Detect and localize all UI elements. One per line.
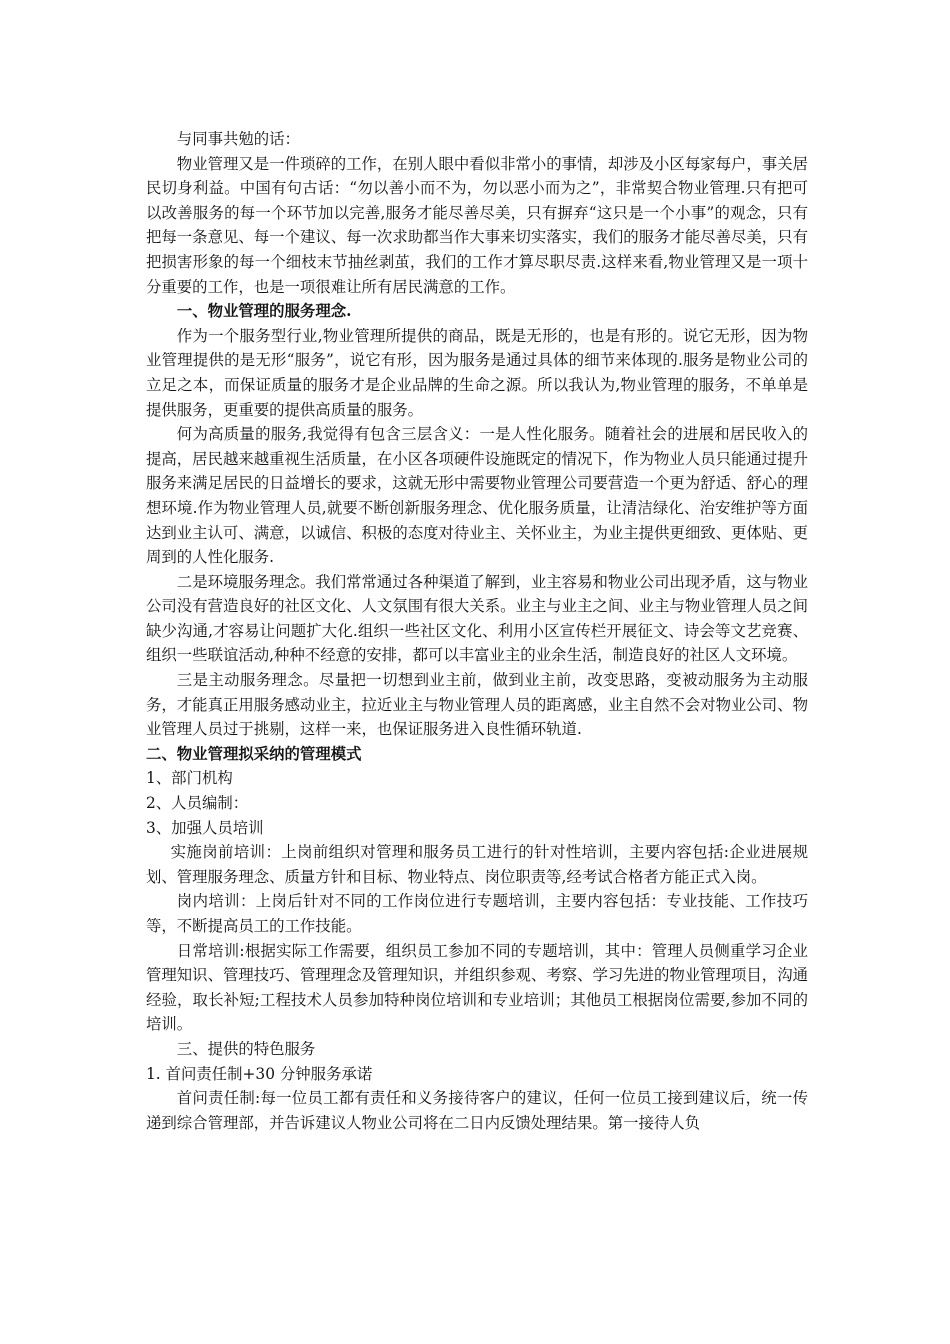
paragraph-7: 岗内培训：上岗后针对不同的工作岗位进行专题培训，主要内容包括：专业技能、工作技巧等，不断提高员工的工作技能。 bbox=[146, 892, 808, 935]
paragraph-1: 物业管理又是一件琐碎的工作，在别人眼中看似非常小的事情，却涉及小区每家每户，事关居民切身利益。中国有句古话：“勿以善小而不为，勿以恶小而为之”，非常契合物业管理.只有把可以改善服务的每一个环节加以完善,服务才能尽善尽美，只有摒弃“这只是一个小事”的观念，只有把每一条意见、每一个建议、每一次求助都当作大事来切实落实，我们的服务才能尽善尽美，只有把损害形象的每一个细枝末节抽丝剥茧，我们的工作才算尽职尽责.这样来看,物业管理又是一项十分重要的工作，也是一项很难让所有居民满意的工作。 bbox=[146, 154, 808, 296]
list-item-2: 2、人员编制： bbox=[146, 794, 249, 813]
section-heading-2: 二、物业管理拟采纳的管理模式 bbox=[146, 744, 362, 763]
paragraph-5: 三是主动服务理念。尽量把一切想到业主前，做到业主前，改变思路，变被动服务为主动服务，才能真正用服务感动业主，拉近业主与物业管理人员的距离感，业主自然不会对物业公司、物业管理人员过于挑剔，这样一来，也保证服务进入良性循环轨道. bbox=[146, 671, 808, 739]
paragraph-3: 何为高质量的服务,我觉得有包含三层含义：一是人性化服务。随着社会的进展和居民收入的提高，居民越来越重视生活质量，在小区各项硬件设施既定的情况下，作为物业人员只能通过提升服务来满足居民的日益增长的要求，这就无形中需要物业管理公司要营造一个更为舒适、舒心的理想环境.作为物业管理人员,就要不断创新服务理念、优化服务质量，让清洁绿化、治安维护等方面达到业主认可、满意，以诚信、积极的态度对待业主、关怀业主，为业主提供更细致、更体贴、更周到的人性化服务. bbox=[146, 425, 808, 567]
paragraph-4: 二是环境服务理念。我们常常通过各种渠道了解到，业主容易和物业公司出现矛盾，这与物业公司没有营造良好的社区文化、人文氛围有很大关系。业主与业主之间、业主与物业管理人员之间缺少沟通,才容易让问题扩大化.组织一些社区文化、利用小区宣传栏开展征文、诗会等文艺竞赛、组织一些联谊活动,种种不经意的安排，都可以丰富业主的业余生活，制造良好的社区人文环境。 bbox=[146, 572, 808, 665]
section-heading-1: 一、物业管理的服务理念. bbox=[176, 302, 352, 321]
paragraph-9: 首问责任制:每一位员工都有责任和义务接待客户的建议，任何一位员工接到建议后，统一传递到综合管理部，并告诉建议人物业公司将在二日内反馈处理结果。第一接待人负 bbox=[146, 1089, 808, 1132]
intro-line: 与同事共勉的话： bbox=[176, 130, 300, 148]
paragraph-6: 实施岗前培训：上岗前组织对管理和服务员工进行的针对性培训，主要内容包括:企业进展规划、管理服务理念、质量方针和目标、物业特点、岗位职责等,经考试合格者方能正式入岗。 bbox=[146, 843, 808, 886]
paragraph-8: 日常培训:根据实际工作需要，组织员工参加不同的专题培训，其中：管理人员侧重学习企业管理知识、管理技巧、管理理念及管理知识，并组织参观、考察、学习先进的物业管理项目，沟通经验，取长补短;工程技术人员参加特种岗位培训和专业培训；其他员工根据岗位需要,参加不同的培训。 bbox=[146, 941, 808, 1034]
paragraph-2: 作为一个服务型行业,物业管理所提供的商品，既是无形的，也是有形的。说它无形，因为物业管理提供的是无形“服务”，说它有形，因为服务是通过具体的细节来体现的.服务是物业公司的立足之本，而保证质量的服务才是企业品牌的生命之源。所以我认为,物业管理的服务，不单单是提供服务，更重要的提供高质量的服务。 bbox=[146, 326, 808, 419]
list-item-3: 3、加强人员培训 bbox=[146, 818, 264, 837]
document-body bbox=[146, 127, 808, 1135]
list-item-1: 1、部门机构 bbox=[146, 769, 233, 788]
section-heading-3: 三、提供的特色服务 bbox=[176, 1039, 316, 1058]
numbered-item-1: 1. 首问责任制+30 分钟服务承诺 bbox=[146, 1064, 373, 1083]
